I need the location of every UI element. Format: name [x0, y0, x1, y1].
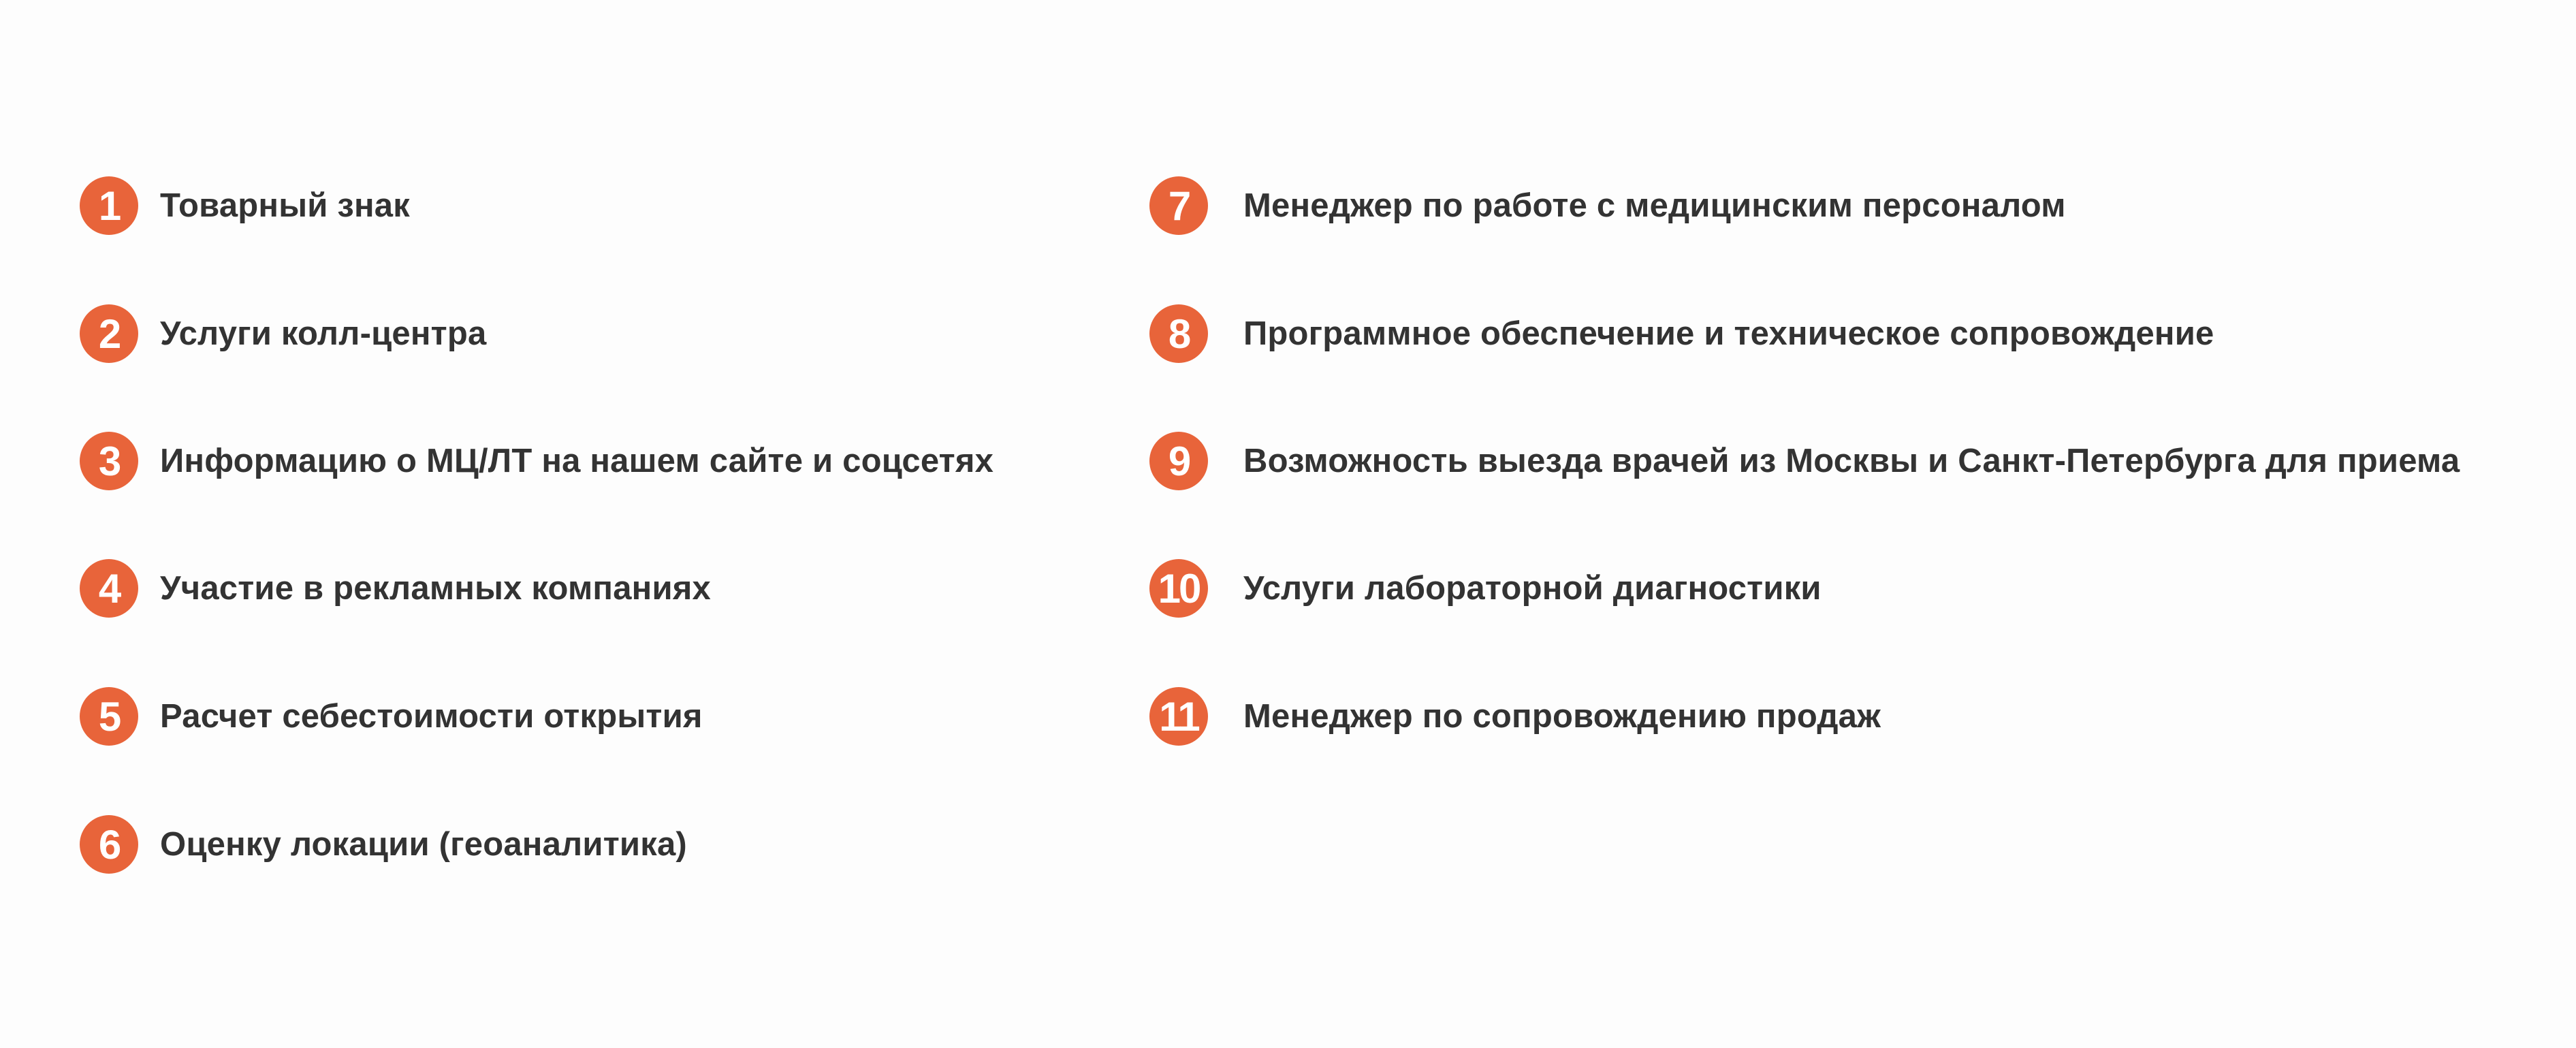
list-item-6 [80, 815, 687, 874]
number-badge-11: 11 [1149, 687, 1208, 746]
item-label-1: Товарный знак [160, 187, 410, 224]
number-badge-6: 6 [80, 815, 138, 874]
number-badge-7: 7 [1149, 176, 1208, 235]
number-badge-3: 3 [80, 432, 138, 490]
list-item-9 [1149, 432, 2460, 490]
list-item-4 [80, 559, 711, 618]
item-label-2: Услуги колл-центра [160, 315, 487, 352]
list-item-11 [1149, 687, 1881, 746]
item-label-6: Оценку локации (геоаналитика) [160, 826, 687, 863]
list-item-7 [1149, 176, 2066, 235]
list-item-2 [80, 304, 486, 363]
item-label-11: Менеджер по сопровождению продаж [1243, 698, 1881, 735]
number-badge-1: 1 [80, 176, 138, 235]
item-label-8: Программное обеспечение и техническое сопровождение [1243, 315, 2214, 352]
list-item-8 [1149, 304, 2214, 363]
item-label-4: Участие в рекламных компаниях [160, 570, 712, 607]
list-item-3 [80, 432, 993, 490]
list-item-1 [80, 176, 410, 235]
item-label-3: Информацию о МЦ/ЛТ на нашем сайте и соцсетях [160, 443, 994, 479]
number-badge-9: 9 [1149, 432, 1208, 490]
number-badge-5: 5 [80, 687, 138, 746]
item-label-7: Менеджер по работе с медицинским персоналом [1243, 187, 2066, 224]
number-badge-10: 10 [1149, 559, 1208, 618]
number-badge-2: 2 [80, 304, 138, 363]
list-item-10 [1149, 559, 1822, 618]
number-badge-4: 4 [80, 559, 138, 618]
item-label-5: Расчет себестоимости открытия [160, 698, 703, 735]
item-label-10: Услуги лабораторной диагностики [1243, 570, 1822, 607]
number-badge-8: 8 [1149, 304, 1208, 363]
item-label-9: Возможность выезда врачей из Москвы и Санкт-Петербурга для приема [1243, 443, 2460, 479]
list-item-5 [80, 687, 703, 746]
